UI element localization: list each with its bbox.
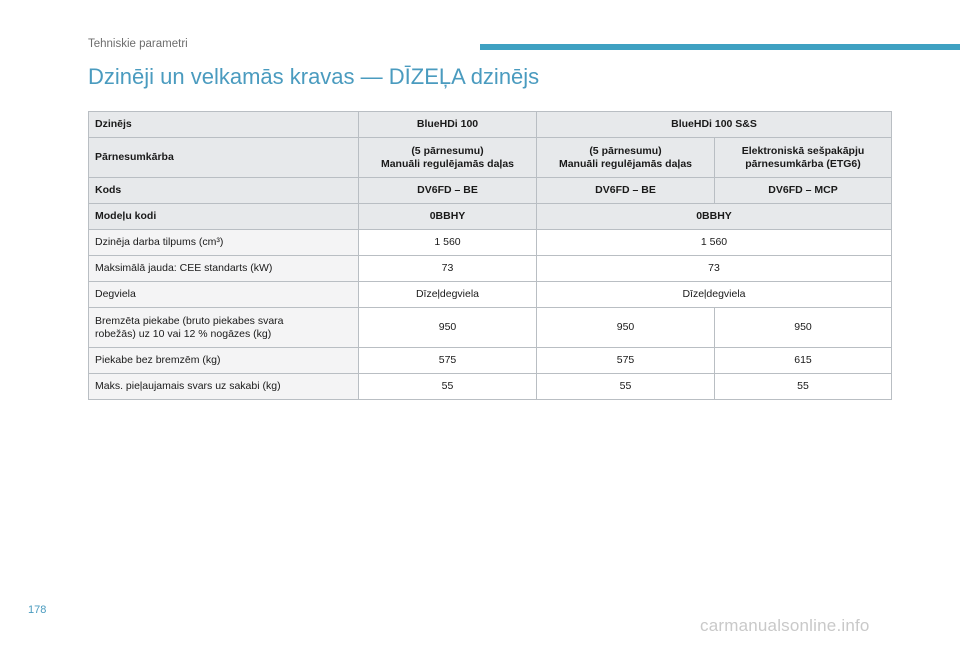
cell-line: Manuāli regulējamās daļas	[558, 157, 693, 170]
row-label: Pārnesumkārba	[89, 138, 359, 178]
table-row-unbraked-trailer	[89, 348, 892, 374]
table-cell: 1 560	[537, 230, 892, 256]
table-cell: 55	[537, 374, 715, 400]
table-cell: DV6FD – MCP	[715, 178, 892, 204]
page-title: Dzinēji un velkamās kravas — DĪZEĻA dzinējs	[88, 64, 540, 89]
table-row-hitch-load	[89, 374, 892, 400]
table-cell: DV6FD – BE	[537, 178, 715, 204]
cell-line: Bremzēta piekabe (bruto piekabes svara	[95, 314, 284, 327]
engine-spec-table	[88, 111, 892, 400]
row-label: Degviela	[89, 282, 359, 308]
row-label	[89, 308, 359, 348]
row-label: Piekabe bez bremzēm (kg)	[89, 348, 359, 374]
watermark: carmanualsonline.info	[700, 616, 870, 635]
table-cell: BlueHDi 100 S&S	[537, 112, 892, 138]
cell-line: Manuāli regulējamās daļas	[380, 157, 515, 170]
page-number: 178	[28, 604, 47, 616]
table-cell: 950	[359, 308, 537, 348]
table-row-power	[89, 256, 892, 282]
row-label: Maksimālā jauda: CEE standarts (kW)	[89, 256, 359, 282]
table-cell: 950	[537, 308, 715, 348]
table-row-model-codes	[89, 204, 892, 230]
table-row-engine	[89, 112, 892, 138]
row-label: Maks. pieļaujamais svars uz sakabi (kg)	[89, 374, 359, 400]
table-cell: BlueHDi 100	[359, 112, 537, 138]
table-cell	[715, 138, 892, 178]
table-cell: 55	[715, 374, 892, 400]
header-accent-bar	[480, 44, 960, 50]
cell-line: (5 pārnesumu)	[411, 144, 484, 157]
table-cell: DV6FD – BE	[359, 178, 537, 204]
row-label: Modeļu kodi	[89, 204, 359, 230]
table-cell: 1 560	[359, 230, 537, 256]
cell-line: pārnesumkārba (ETG6)	[745, 157, 861, 170]
row-label: Dzinējs	[89, 112, 359, 138]
cell-line: Elektroniskā sešpakāpju	[741, 144, 865, 157]
cell-line: robežās) uz 10 vai 12 % nogāzes (kg)	[95, 327, 272, 340]
table-row-braked-trailer	[89, 308, 892, 348]
table-row-fuel	[89, 282, 892, 308]
table-cell: 575	[359, 348, 537, 374]
table-cell: Dīzeļdegviela	[359, 282, 537, 308]
table-cell: Dīzeļdegviela	[537, 282, 892, 308]
table-cell: 0BBHY	[359, 204, 537, 230]
table-cell: 73	[537, 256, 892, 282]
table-cell	[537, 138, 715, 178]
table-row-code	[89, 178, 892, 204]
table-cell: 0BBHY	[537, 204, 892, 230]
table-cell: 950	[715, 308, 892, 348]
table-cell: 73	[359, 256, 537, 282]
table-row-gearbox	[89, 138, 892, 178]
row-label: Kods	[89, 178, 359, 204]
table-cell	[359, 138, 537, 178]
table-row-displacement	[89, 230, 892, 256]
table-cell: 55	[359, 374, 537, 400]
table-cell: 575	[537, 348, 715, 374]
table-cell: 615	[715, 348, 892, 374]
cell-line: (5 pārnesumu)	[589, 144, 662, 157]
section-label: Tehniskie parametri	[88, 38, 188, 50]
row-label: Dzinēja darba tilpums (cm³)	[89, 230, 359, 256]
